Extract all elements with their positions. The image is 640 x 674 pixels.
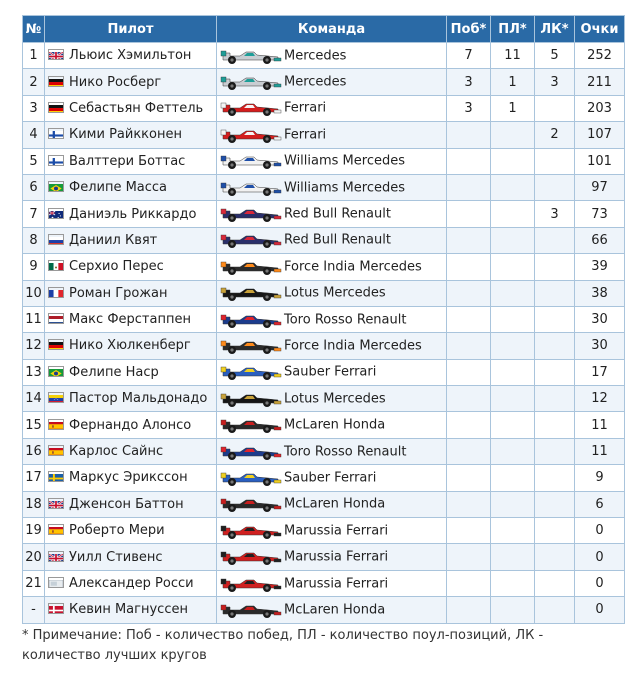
team-name: Toro Rosso Renault (284, 312, 407, 328)
team-cell (217, 122, 447, 148)
de-flag-icon (48, 76, 64, 87)
position-cell: 3 (23, 95, 45, 121)
points-cell: 107 (575, 122, 625, 148)
mercedes-car-icon (220, 73, 282, 91)
ferrari-car-icon (220, 99, 282, 117)
driver-name: Роберто Мери (69, 523, 165, 539)
points-cell: 73 (575, 201, 625, 227)
driver-name: Фернандо Алонсо (69, 417, 192, 433)
poles-cell (491, 465, 535, 491)
wins-cell: 7 (447, 43, 491, 69)
driver-cell (45, 201, 217, 227)
table-row (23, 491, 625, 517)
gb-flag-icon (48, 498, 64, 509)
driver-name: Серхио Перес (69, 259, 164, 275)
team-cell (217, 280, 447, 306)
points-cell: 0 (575, 597, 625, 623)
position-cell: 8 (23, 227, 45, 253)
driver-name: Пастор Мальдонадо (69, 391, 208, 407)
team-name: Force India Mercedes (284, 259, 422, 275)
team-name: Mercedes (284, 74, 347, 90)
driver-name: Нико Хюлкенберг (69, 338, 191, 354)
fastest-laps-cell: 2 (535, 122, 575, 148)
table-row (23, 306, 625, 332)
de-flag-icon (48, 339, 64, 350)
position-cell: 9 (23, 254, 45, 280)
es-flag-icon (48, 524, 64, 535)
fastest-laps-cell (535, 359, 575, 385)
table-row (23, 359, 625, 385)
points-cell: 0 (575, 570, 625, 596)
driver-standings-table (22, 15, 625, 624)
team-cell (217, 359, 447, 385)
redbull-car-icon (220, 205, 282, 223)
poles-cell (491, 201, 535, 227)
fr-flag-icon (48, 287, 64, 298)
footnote: * Примечание: Поб - количество побед, ПЛ - количество поул-позиций, ЛК - количество лучших кругов (22, 628, 544, 663)
driver-cell (45, 95, 217, 121)
team-cell (217, 544, 447, 570)
table-row (23, 570, 625, 596)
driver-name: Валттери Боттас (69, 153, 186, 169)
position-cell: 1 (23, 43, 45, 69)
fastest-laps-cell (535, 412, 575, 438)
header-poles: ПЛ* (491, 16, 535, 43)
team-cell (217, 69, 447, 95)
table-row (23, 438, 625, 464)
driver-cell (45, 43, 217, 69)
fastest-laps-cell (535, 95, 575, 121)
wins-cell (447, 122, 491, 148)
driver-cell (45, 122, 217, 148)
au-flag-icon (48, 208, 64, 219)
mx-flag-icon (48, 260, 64, 271)
team-name: Williams Mercedes (284, 153, 405, 169)
driver-name: Фелипе Наср (69, 364, 159, 380)
header-pos: № (23, 16, 45, 43)
points-cell: 66 (575, 227, 625, 253)
driver-cell (45, 280, 217, 306)
es-flag-icon (48, 419, 64, 430)
header-points: Очки (575, 16, 625, 43)
points-cell: 0 (575, 544, 625, 570)
position-cell: 13 (23, 359, 45, 385)
fastest-laps-cell: 3 (535, 201, 575, 227)
header-driver: Пилот (45, 16, 217, 43)
points-cell: 12 (575, 386, 625, 412)
wins-cell (447, 386, 491, 412)
points-cell: 252 (575, 43, 625, 69)
gb-flag-icon (48, 551, 64, 562)
team-name: Sauber Ferrari (284, 364, 377, 380)
table-row (23, 122, 625, 148)
driver-cell (45, 227, 217, 253)
poles-cell (491, 386, 535, 412)
team-name: McLaren Honda (284, 496, 386, 512)
points-cell: 30 (575, 333, 625, 359)
table-row (23, 227, 625, 253)
lotus-car-icon (220, 284, 282, 302)
table-row (23, 412, 625, 438)
fastest-laps-cell (535, 333, 575, 359)
poles-cell (491, 544, 535, 570)
marussia-car-icon (220, 575, 282, 593)
team-name: McLaren Honda (284, 417, 386, 433)
driver-name: Уилл Стивенс (69, 549, 163, 565)
wins-cell: 3 (447, 69, 491, 95)
position-cell: 21 (23, 570, 45, 596)
driver-cell (45, 148, 217, 174)
fastest-laps-cell (535, 518, 575, 544)
team-cell (217, 491, 447, 517)
redbull-car-icon (220, 231, 282, 249)
position-cell: 18 (23, 491, 45, 517)
wins-cell: 3 (447, 95, 491, 121)
position-cell: 20 (23, 544, 45, 570)
points-cell: 211 (575, 69, 625, 95)
team-cell (217, 174, 447, 200)
points-cell: 11 (575, 438, 625, 464)
team-name: Lotus Mercedes (284, 391, 386, 407)
table-row (23, 174, 625, 200)
points-cell: 17 (575, 359, 625, 385)
position-cell: 7 (23, 201, 45, 227)
mclaren-car-icon (220, 601, 282, 619)
fastest-laps-cell (535, 491, 575, 517)
team-cell (217, 518, 447, 544)
table-row (23, 544, 625, 570)
forceindia-car-icon (220, 337, 282, 355)
table-row (23, 518, 625, 544)
team-cell (217, 570, 447, 596)
wins-cell (447, 359, 491, 385)
points-cell: 203 (575, 95, 625, 121)
table-row (23, 597, 625, 623)
position-cell: 6 (23, 174, 45, 200)
position-cell: 5 (23, 148, 45, 174)
driver-name: Себастьян Феттель (69, 100, 204, 116)
sauber-car-icon (220, 469, 282, 487)
points-cell: 0 (575, 518, 625, 544)
points-cell: 11 (575, 412, 625, 438)
fastest-laps-cell (535, 148, 575, 174)
wins-cell (447, 148, 491, 174)
fi-flag-icon (48, 128, 64, 139)
position-cell: 2 (23, 69, 45, 95)
mclaren-car-icon (220, 416, 282, 434)
fastest-laps-cell (535, 254, 575, 280)
marussia-car-icon (220, 548, 282, 566)
poles-cell (491, 227, 535, 253)
table-row (23, 333, 625, 359)
team-name: Mercedes (284, 48, 347, 64)
tororosso-car-icon (220, 311, 282, 329)
position-cell: 12 (23, 333, 45, 359)
wins-cell (447, 597, 491, 623)
table-row (23, 254, 625, 280)
williams-car-icon (220, 179, 282, 197)
team-name: Ferrari (284, 100, 327, 116)
poles-cell (491, 518, 535, 544)
driver-cell (45, 333, 217, 359)
se-flag-icon (48, 471, 64, 482)
team-name: Lotus Mercedes (284, 285, 386, 301)
driver-cell (45, 518, 217, 544)
team-name: Toro Rosso Renault (284, 444, 407, 460)
team-name: Red Bull Renault (284, 232, 391, 248)
fastest-laps-cell (535, 438, 575, 464)
mercedes-car-icon (220, 47, 282, 65)
fastest-laps-cell: 3 (535, 69, 575, 95)
position-cell: 19 (23, 518, 45, 544)
points-cell: 9 (575, 465, 625, 491)
wins-cell (447, 412, 491, 438)
table-row (23, 148, 625, 174)
driver-name: Дженсон Баттон (69, 496, 184, 512)
br-flag-icon (48, 181, 64, 192)
nl-flag-icon (48, 313, 64, 324)
team-cell (217, 438, 447, 464)
poles-cell (491, 122, 535, 148)
position-cell: 14 (23, 386, 45, 412)
poles-cell (491, 280, 535, 306)
team-name: Marussia Ferrari (284, 549, 389, 565)
table-row (23, 43, 625, 69)
poles-cell (491, 491, 535, 517)
driver-name: Льюис Хэмильтон (69, 48, 192, 64)
poles-cell (491, 570, 535, 596)
wins-cell (447, 280, 491, 306)
fastest-laps-cell (535, 465, 575, 491)
wins-cell (447, 544, 491, 570)
wins-cell (447, 465, 491, 491)
driver-cell (45, 597, 217, 623)
poles-cell (491, 412, 535, 438)
points-cell: 97 (575, 174, 625, 200)
team-cell (217, 95, 447, 121)
team-cell (217, 254, 447, 280)
fastest-laps-cell (535, 280, 575, 306)
team-name: Ferrari (284, 127, 327, 143)
dk-flag-icon (48, 603, 64, 614)
us-flag-icon (48, 577, 64, 588)
lotus-car-icon (220, 390, 282, 408)
driver-name: Александер Росси (69, 576, 194, 591)
standings-table-container (22, 15, 624, 624)
position-cell: 17 (23, 465, 45, 491)
driver-name: Даниэль Риккардо (69, 206, 197, 222)
team-name: Red Bull Renault (284, 206, 391, 222)
team-cell (217, 306, 447, 332)
wins-cell (447, 227, 491, 253)
wins-cell (447, 570, 491, 596)
driver-cell (45, 69, 217, 95)
fastest-laps-cell (535, 306, 575, 332)
table-header-row (23, 16, 625, 43)
driver-cell (45, 174, 217, 200)
driver-name: Маркус Эрикссон (69, 470, 188, 486)
team-cell (217, 43, 447, 69)
sauber-car-icon (220, 363, 282, 381)
driver-cell (45, 544, 217, 570)
table-row (23, 386, 625, 412)
driver-cell (45, 359, 217, 385)
poles-cell (491, 597, 535, 623)
driver-name: Кевин Магнуссен (69, 602, 188, 618)
wins-cell (447, 518, 491, 544)
team-cell (217, 148, 447, 174)
fastest-laps-cell (535, 544, 575, 570)
wins-cell (447, 306, 491, 332)
position-cell: 16 (23, 438, 45, 464)
points-cell: 101 (575, 148, 625, 174)
de-flag-icon (48, 102, 64, 113)
driver-cell (45, 465, 217, 491)
driver-name: Нико Росберг (69, 74, 162, 90)
fastest-laps-cell: 5 (535, 43, 575, 69)
driver-name: Кими Райкконен (69, 127, 182, 143)
driver-cell (45, 491, 217, 517)
table-row (23, 465, 625, 491)
wins-cell (447, 174, 491, 200)
points-cell: 38 (575, 280, 625, 306)
team-cell (217, 597, 447, 623)
ve-flag-icon (48, 392, 64, 403)
driver-cell (45, 438, 217, 464)
fastest-laps-cell (535, 597, 575, 623)
es-flag-icon (48, 445, 64, 456)
gb-flag-icon (48, 49, 64, 60)
poles-cell: 1 (491, 95, 535, 121)
table-row (23, 280, 625, 306)
poles-cell (491, 148, 535, 174)
team-name: Force India Mercedes (284, 338, 422, 354)
fi-flag-icon (48, 155, 64, 166)
team-cell (217, 465, 447, 491)
team-cell (217, 227, 447, 253)
position-cell: 15 (23, 412, 45, 438)
poles-cell (491, 438, 535, 464)
poles-cell: 1 (491, 69, 535, 95)
poles-cell (491, 254, 535, 280)
driver-name: Роман Грожан (69, 285, 168, 301)
position-cell: - (23, 597, 45, 623)
br-flag-icon (48, 366, 64, 377)
wins-cell (447, 333, 491, 359)
team-cell (217, 412, 447, 438)
team-name: Marussia Ferrari (284, 576, 389, 591)
team-cell (217, 386, 447, 412)
marussia-car-icon (220, 522, 282, 540)
header-wins: Поб* (447, 16, 491, 43)
fastest-laps-cell (535, 174, 575, 200)
wins-cell (447, 201, 491, 227)
table-row (23, 69, 625, 95)
fastest-laps-cell (535, 386, 575, 412)
team-name: McLaren Honda (284, 602, 386, 618)
poles-cell: 11 (491, 43, 535, 69)
team-cell (217, 333, 447, 359)
forceindia-car-icon (220, 258, 282, 276)
mclaren-car-icon (220, 495, 282, 513)
points-cell: 6 (575, 491, 625, 517)
driver-name: Фелипе Масса (69, 180, 168, 196)
team-name: Sauber Ferrari (284, 470, 377, 486)
table-row (23, 201, 625, 227)
williams-car-icon (220, 152, 282, 170)
fastest-laps-cell (535, 570, 575, 596)
team-name: Marussia Ferrari (284, 523, 389, 539)
driver-cell (45, 254, 217, 280)
ferrari-car-icon (220, 126, 282, 144)
position-cell: 10 (23, 280, 45, 306)
poles-cell (491, 333, 535, 359)
poles-cell (491, 359, 535, 385)
tororosso-car-icon (220, 443, 282, 461)
header-team: Команда (217, 16, 447, 43)
team-name: Williams Mercedes (284, 180, 405, 196)
driver-cell (45, 306, 217, 332)
header-fastest-laps: ЛК* (535, 16, 575, 43)
poles-cell (491, 306, 535, 332)
driver-name: Карлос Сайнс (69, 444, 164, 460)
poles-cell (491, 174, 535, 200)
driver-cell (45, 412, 217, 438)
team-cell (217, 201, 447, 227)
points-cell: 30 (575, 306, 625, 332)
wins-cell (447, 491, 491, 517)
wins-cell (447, 438, 491, 464)
position-cell: 11 (23, 306, 45, 332)
driver-name: Макс Ферстаппен (69, 312, 191, 328)
wins-cell (447, 254, 491, 280)
points-cell: 39 (575, 254, 625, 280)
position-cell: 4 (23, 122, 45, 148)
table-row (23, 95, 625, 121)
ru-flag-icon (48, 234, 64, 245)
fastest-laps-cell (535, 227, 575, 253)
driver-cell (45, 570, 217, 596)
driver-cell (45, 386, 217, 412)
driver-name: Даниил Квят (69, 232, 158, 248)
